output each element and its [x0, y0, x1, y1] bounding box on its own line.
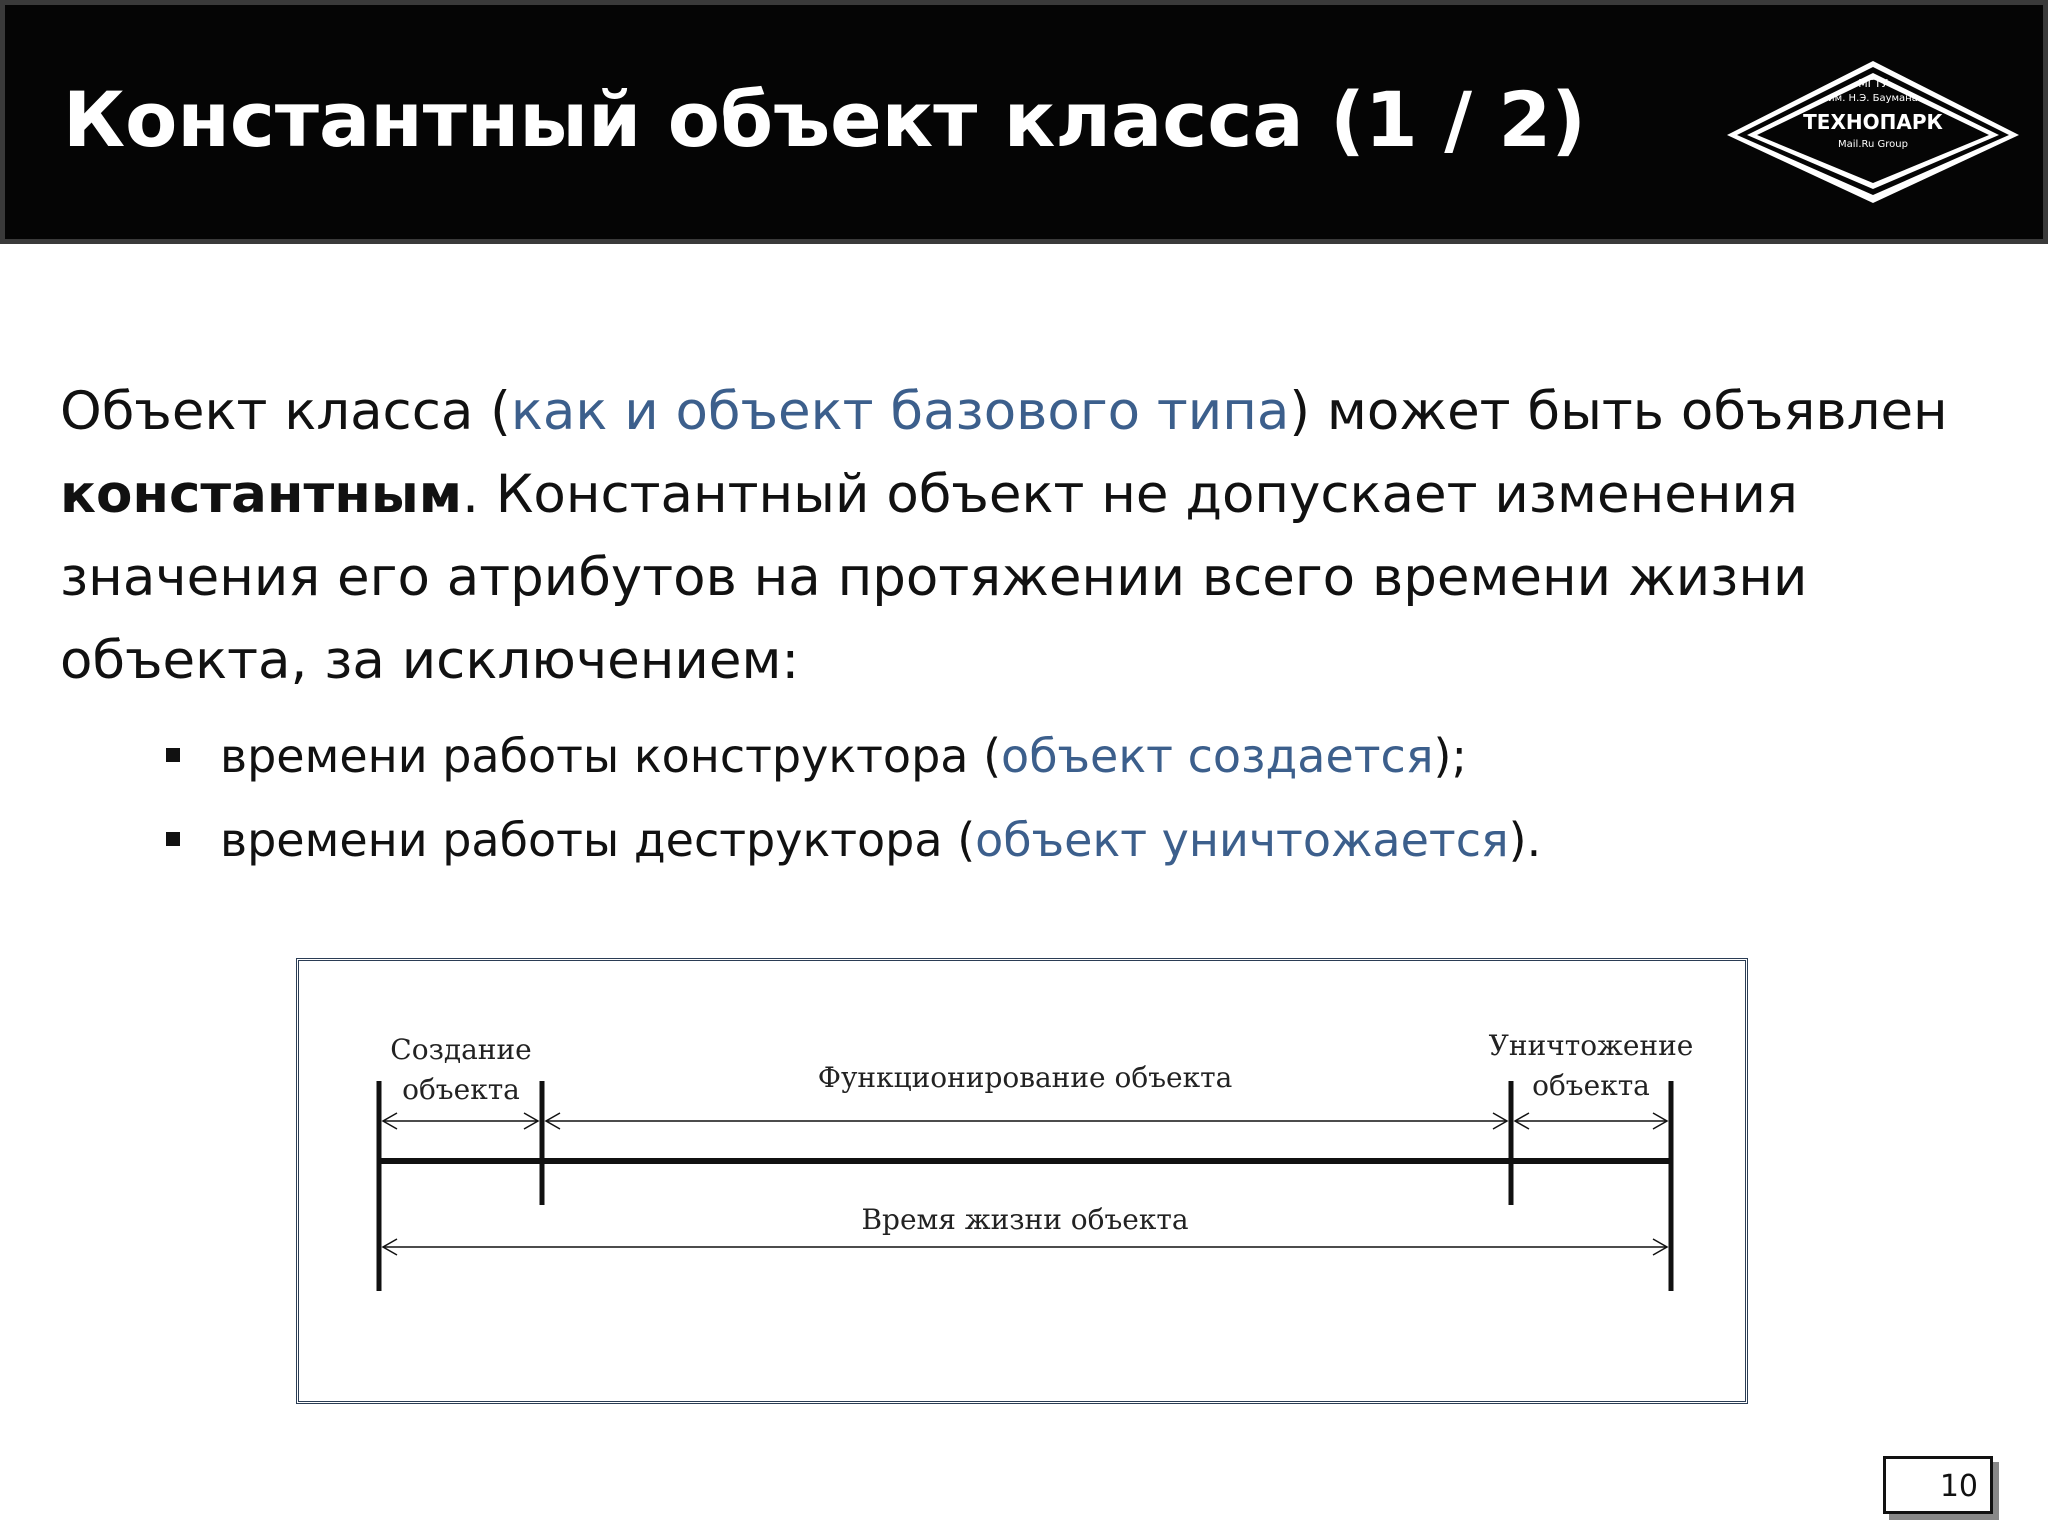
creation-label-2: объекта: [402, 1073, 520, 1106]
list-item: [160, 798, 1960, 882]
page-number: 10: [1939, 1469, 1978, 1504]
functioning-label: Функционирование объекта: [817, 1061, 1233, 1094]
creation-label-1: Создание: [390, 1033, 532, 1066]
paragraph-bold-term: константным: [60, 464, 463, 525]
list-item-text: времени работы деструктора (: [220, 813, 976, 867]
logo-line4: Mail.Ru Group: [1838, 139, 1908, 150]
logo-line3: ТЕХНОПАРК: [1803, 110, 1943, 134]
page-number-box: [1883, 1456, 1993, 1514]
bullet-square-icon: [166, 832, 180, 846]
list-item-accent: объект создается: [1001, 729, 1434, 783]
slide-header: [0, 0, 2048, 244]
paragraph-text-3: . Константный объект не допускает изменения значения его атрибутов на протяжении всего времени жизни объекта, за исключением:: [60, 464, 1808, 691]
technopark-logo: [1713, 43, 2033, 213]
destruction-label-2: объекта: [1532, 1069, 1650, 1102]
paragraph-text-1: Объект класса (: [60, 381, 511, 442]
slide-title: Константный объект класса (1 / 2): [63, 75, 1587, 164]
lifetime-label: Время жизни объекта: [861, 1203, 1189, 1236]
list-item-accent: объект уничтожается: [975, 813, 1509, 867]
list-item-tail: );: [1433, 729, 1467, 783]
bullet-square-icon: [166, 748, 180, 762]
list-item: [160, 714, 1960, 798]
main-paragraph: [60, 370, 2020, 702]
logo-line2: им. Н.Э. Баумана: [1828, 93, 1918, 104]
list-item-text: времени работы конструктора (: [220, 729, 1002, 783]
exception-list: [160, 714, 1960, 882]
paragraph-text-2: ) может быть объявлен: [1289, 381, 1948, 442]
lifetime-diagram: [296, 958, 1748, 1404]
list-item-tail: ).: [1508, 813, 1542, 867]
destruction-label-1: Уничтожение: [1488, 1029, 1694, 1062]
logo-line1: МГТУ: [1858, 77, 1888, 90]
paragraph-accent: как и объект базового типа: [510, 381, 1290, 442]
lifetime-diagram-svg: [299, 961, 1745, 1401]
